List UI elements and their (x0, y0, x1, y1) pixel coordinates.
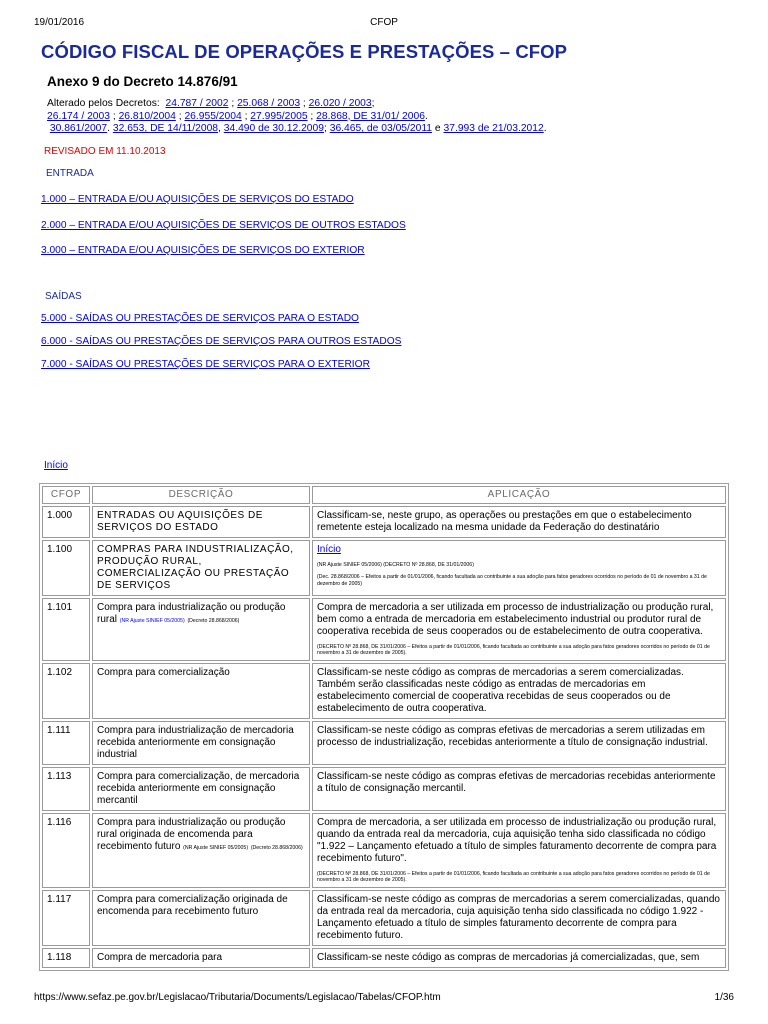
cfop-description: ENTRADAS OU AQUISIÇÕES DE SERVIÇOS DO ESTADO (92, 506, 310, 538)
decree-link[interactable]: 26.174 / 2003 (47, 110, 110, 122)
legal-note: (DECRETO Nº 28.868, DE 31/01/2006 – Efeitos a partir de 01/01/2006, ficando facultada ao contribuinte a sua adoção para fatos geradores ocorridos no período de 01 de novembro a 31 de dezembro de 2005). (317, 644, 710, 657)
table-row (42, 813, 726, 888)
cfop-description: Compra para comercialização originada de encomenda para recebimento futuro (92, 890, 310, 946)
nav-link-3000[interactable]: 3.000 – ENTRADA E/OU AQUISIÇÕES DE SERVIÇOS DO EXTERIOR (41, 245, 365, 256)
decree-link[interactable]: 26.810/2004 (118, 110, 176, 122)
cfop-description: Compra de mercadoria para (92, 948, 310, 968)
nav-link-7000[interactable]: 7.000 - SAÍDAS OU PRESTAÇÕES DE SERVIÇOS PARA O EXTERIOR (41, 359, 370, 370)
cfop-application: Classificam-se neste código as compras efetivas de mercadorias recebidas anteriormente a título de consignação mercantil. (312, 767, 726, 811)
cfop-application: Classificam-se neste código as compras de mercadorias a serem comercializadas, quando da entrada real da mercadoria, cuja aquisição tenha sido classificada no código 1.922 - Lançamento efetuado a título de simples faturamento decorrente de compra para recebimento futuro. (312, 890, 726, 946)
cfop-description (92, 813, 310, 888)
decree-link[interactable]: 36.465, de 03/05/2011 (329, 123, 433, 135)
col-header-aplicacao: APLICAÇÃO (312, 486, 726, 504)
application-text: Compra de mercadoria a ser utilizada em processo de industrialização ou produção rural, bem como a entrada de mercadoria em estabelecimento industrial ou produtor rural de cooperativa recebida de seus cooperados ou de estabelecimento de outra cooperativa. (317, 602, 714, 637)
cfop-description: Compra para industrialização de mercadoria recebida anteriormente em consignação industrial (92, 721, 310, 765)
decree-link[interactable]: 30.861/2007 (49, 123, 108, 135)
cfop-code: 1.102 (42, 663, 90, 719)
revised-date: REVISADO EM 11.10.2013 (44, 146, 166, 157)
print-url: https://www.sefaz.pe.gov.br/Legislacao/Tributaria/Documents/Legislacao/Tabelas/CFOP.htm (34, 992, 441, 1003)
decree-link[interactable]: 27.995/2005 (250, 110, 308, 122)
cfop-code: 1.101 (42, 598, 90, 661)
altered-prefix: Alterado pelos Decretos: (47, 98, 160, 109)
decree-link[interactable]: 34.490 de 30.12.2009 (223, 123, 324, 135)
cfop-description (92, 598, 310, 661)
print-title: CFOP (370, 17, 398, 28)
cfop-application (312, 598, 726, 661)
cfop-application: Classificam-se neste código as compras de mercadorias já comercializadas, que, sem (312, 948, 726, 968)
table-row (42, 598, 726, 661)
decree-link[interactable]: 25.068 / 2003 (237, 98, 301, 109)
description-text: Compra para industrialização ou produção rural (97, 602, 286, 625)
table-row (42, 948, 726, 968)
table-row (42, 663, 726, 719)
decree-link[interactable]: 26.955/2004 (184, 110, 242, 122)
cfop-table (39, 483, 729, 971)
table-row (42, 721, 726, 765)
nav-link-5000[interactable]: 5.000 - SAÍDAS OU PRESTAÇÕES DE SERVIÇOS PARA O ESTADO (41, 313, 359, 324)
page-title: CÓDIGO FISCAL DE OPERAÇÕES E PRESTAÇÕES – CFOP (41, 41, 568, 62)
cfop-code: 1.118 (42, 948, 90, 968)
decree-link[interactable]: 28.868, DE 31/01/ 2006 (316, 110, 425, 122)
print-footer (34, 992, 734, 1006)
legal-note: (NR Ajuste SINIEF 05/2005) (183, 844, 249, 851)
cfop-code: 1.113 (42, 767, 90, 811)
altered-by-decrees: Alterado pelos Decretos: 24.787 / 2002 ; 25.068 / 2003 ; 26.020 / 2003; 26.174 / 2003 ; 26.810/2004 ; 26.955/2004 ; 27.995/2005 ; 28.868, DE 31/01/ 2006. 30.861/2007. 32.653, DE 14/11/2008, 34.490 de 30.12.2009; 36.465, de 03/05/2011 e 37.993 de 21/03.2012. (47, 98, 547, 135)
table-row (42, 506, 726, 538)
inicio-link[interactable]: Início (44, 460, 68, 471)
description-text: Compra para industrialização ou produção rural originada de encomenda para recebimento futuro (97, 816, 286, 852)
print-header (34, 17, 734, 31)
table-header-row (42, 486, 726, 504)
legal-note: (Decreto 28.868/2006) (250, 844, 303, 851)
cfop-application: Classificam-se, neste grupo, as operações ou prestações em que o estabelecimento remetente esteja localizado na mesma unidade da Federação do destinatário (312, 506, 726, 538)
page-number: 1/36 (714, 992, 734, 1003)
legal-note: (NR Ajuste SINIEF 05/2006) (DECRETO Nº 28.868, DE 31/01/2006) (317, 562, 474, 568)
col-header-cfop: CFOP (42, 486, 90, 504)
table-row (42, 890, 726, 946)
nav-link-2000[interactable]: 2.000 – ENTRADA E/OU AQUISIÇÕES DE SERVIÇOS DE OUTROS ESTADOS (41, 220, 406, 231)
cfop-application: Classificam-se neste código as compras de mercadorias a serem comercializadas. Também serão classificadas neste código as entradas de mercadorias em estabelecimento comercial de cooperativa recebidas de seus cooperados ou de estabelecimento de outra cooperativa. (312, 663, 726, 719)
cfop-code: 1.000 (42, 506, 90, 538)
decree-link[interactable]: 26.020 / 2003 (308, 98, 372, 109)
decree-link[interactable]: 24.787 / 2002 (165, 98, 229, 109)
cfop-application: Classificam-se neste código as compras efetivas de mercadorias a serem utilizadas em processo de industrialização, recebidas anteriormente a título de consignação industrial. (312, 721, 726, 765)
application-text: Compra de mercadoria, a ser utilizada em processo de industrialização ou produção rural, quando da entrada real da mercadoria, cuja aquisição tenha sido classificada no código "1.922 – Lançamento efetuado a título de simples faturamento decorrente de compra para recebimento futuro". (317, 816, 717, 864)
cfop-description: Compra para comercialização, de mercadoria recebida anteriormente em consignação mercantil (92, 767, 310, 811)
legal-note: (Decreto 28.868/2006) (187, 618, 240, 624)
legal-note: (DECRETO Nº 28.868, DE 31/01/2006 – Efeitos a partir de 01/01/2006, ficando facultada ao contribuinte a sua adoção para fatos geradores ocorridos no período de 01 de novembro a 31 de dezembro de 2005). (317, 870, 710, 884)
table-row (42, 767, 726, 811)
annex-title: Anexo 9 do Decreto 14.876/91 (47, 74, 238, 89)
row-inicio-link[interactable]: Início (317, 544, 341, 555)
saidas-heading: SAÍDAS (45, 291, 82, 302)
col-header-descricao: DESCRIÇÃO (92, 486, 310, 504)
legal-note: (Dec. 28.868/2006 – Efeitos a partir de 01/01/2006, ficando facultada ao contribuinte a sua adoção para fatos geradores ocorridos no período de 01 de novembro a 31 de dezembro de 2005) (317, 574, 707, 587)
cfop-code: 1.100 (42, 540, 90, 596)
cfop-application (312, 540, 726, 596)
table-row (42, 540, 726, 596)
nav-link-6000[interactable]: 6.000 - SAÍDAS OU PRESTAÇÕES DE SERVIÇOS PARA OUTROS ESTADOS (41, 336, 402, 347)
cfop-code: 1.111 (42, 721, 90, 765)
entrada-heading: ENTRADA (46, 168, 94, 179)
cfop-application (312, 813, 726, 888)
decree-link[interactable]: 32.653, DE 14/11/2008 (112, 123, 219, 135)
decree-link[interactable]: 37.993 de 21/03.2012 (443, 123, 544, 135)
legal-note: (NR Ajuste SINIEF 05/2005) (119, 618, 185, 624)
print-date: 19/01/2016 (34, 17, 85, 28)
nav-link-1000[interactable]: 1.000 – ENTRADA E/OU AQUISIÇÕES DE SERVIÇOS DO ESTADO (41, 194, 354, 205)
cfop-description: Compra para comercialização (92, 663, 310, 719)
cfop-description: COMPRAS PARA INDUSTRIALIZAÇÃO, PRODUÇÃO RURAL, COMERCIALIZAÇÃO OU PRESTAÇÃO DE SERVIÇOS (92, 540, 310, 596)
and-separator: e (434, 123, 441, 135)
cfop-code: 1.117 (42, 890, 90, 946)
cfop-code: 1.116 (42, 813, 90, 888)
